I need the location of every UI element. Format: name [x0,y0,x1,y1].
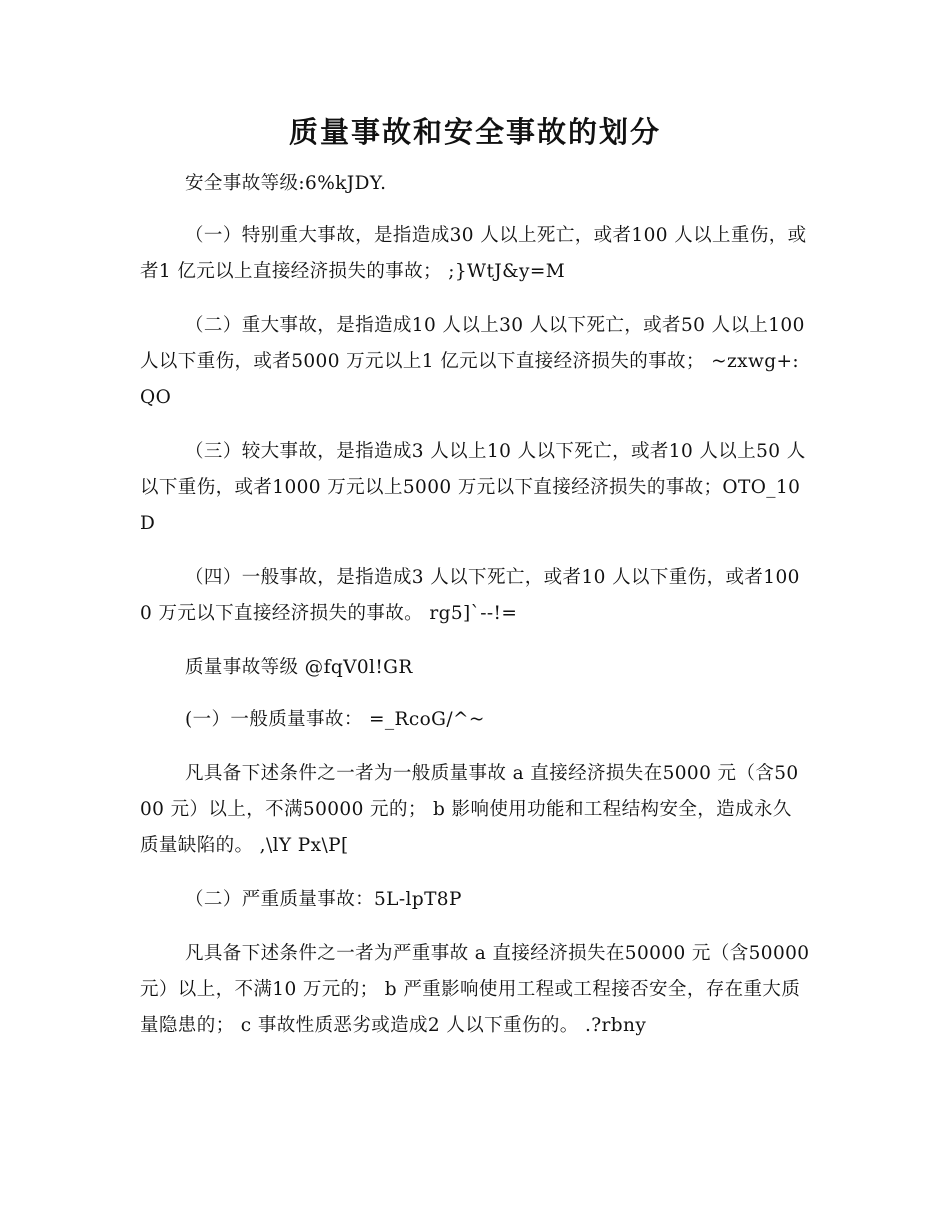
paragraph-safety-accident-levels: 安全事故等级:6%kJDY. [185,173,387,194]
paragraph-general-accident: （四）一般事故，是指造成3 人以下死亡，或者10 人以下重伤，或者1000 万元以下直接经济损失的事故。 rg5]`--!= [140,567,800,624]
paragraph-general-quality-heading: (一）一般质量事故： =_RcoG/^~ [185,709,485,730]
paragraph-larger-accident: （三）较大事故，是指造成3 人以上10 人以下死亡，或者10 人以上50 人 以下重伤，或者1000 万元以上5000 万元以下直接经济损失的事故；OTO_10D [140,441,806,534]
paragraph-major-accident: （二）重大事故，是指造成10 人以上30 人以下死亡，或者50 人以上100 人以下重伤，或者5000 万元以上1 亿元以下直接经济损失的事故； ~zxwg+:QO [140,315,805,408]
paragraph-especially-major-accident: （一）特别重大事故，是指造成30 人以上死亡，或者100 人以上重伤，或 者1 亿元以上直接经济损失的事故； ;}WtJ&y=M [140,225,807,282]
document-title: 质量事故和安全事故的划分 [288,115,661,149]
paragraph-quality-accident-levels: 质量事故等级 @fqV0l!GR [185,657,413,678]
paragraph-general-quality-criteria: 凡具备下述条件之一者为一般质量事故 a 直接经济损失在5000 元（含5000 元）以上，不满50000 元的； b 影响使用功能和工程结构安全，造成永久质量缺陷的。 ,\lY Px\P[ [140,763,799,856]
paragraph-serious-quality-heading: （二）严重质量事故：5L-lpT8P [185,889,462,910]
paragraph-serious-quality-criteria: 凡具备下述条件之一者为严重事故 a 直接经济损失在50000 元（含50000 元）以上，不满10 万元的； b 严重影响使用工程或工程接否安全，存在重大质量隐患的； c 事故性质恶劣或造成2 人以下重伤的。 .?rbny [140,943,810,1036]
